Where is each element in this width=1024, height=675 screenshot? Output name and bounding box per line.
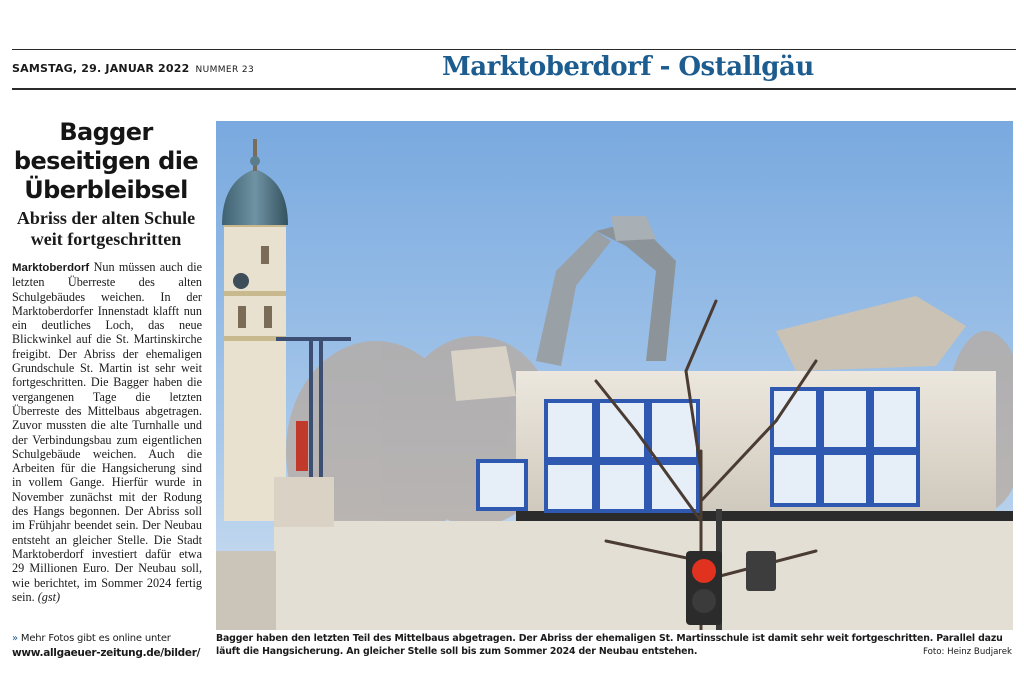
article-photo (216, 121, 1013, 630)
article-dateline: Marktoberdorf (12, 262, 90, 274)
article-text: Nun müssen auch die letzten Überreste des alten Schulgebäudes weichen. In der Marktoberdorfer Innenstadt klafft nun ein deutliches Loch, das neue Blickwinkel auf die St. Martinskirche freigibt. Der Abriss der ehemaligen Grundschule St. Martin ist sehr weit fortgeschritten. Die Bagger haben die vergangenen Tage die letzten Überreste des Mittelbaus abgetragen. Zuvor mussten die alte Turnhalle und der Verbindungsbau zum eigentlichen Schulgebäude weichen. Auch die Arbeiten für die Hangsicherung sind in vollem Gange. Hierfür wurde in November zunächst mit der Rodung des Hangs begonnen. Der Abriss soll im Frühjahr beendet sein. Der Neubau entsteht an gleicher Stelle. Die Stadt Marktoberdorf investiert dafür etwa 29 Millionen Euro. Der Neubau soll, wie berichtet, im Sommer 2024 fertig sein. (12, 260, 203, 604)
date-text: SAMSTAG, 29. JANUAR 2022 (12, 62, 190, 75)
more-photos-note (12, 632, 208, 661)
rig-red-part (296, 421, 308, 471)
photo-caption: Bagger haben den letzten Teil des Mittelbaus abgetragen. Der Abriss der ehemaligen St. Martinsschule ist damit sehr weit fortgeschritten. Parallel dazu läuft die Hangsicherung. An gleicher Stelle soll bis zum Sommer 2024 der Neubau entstehen. (216, 633, 1003, 658)
slab-chunk (451, 346, 516, 401)
more-photos-link[interactable]: www.allgaeuer-zeitung.de/bilder/ (12, 647, 201, 659)
top-rule (12, 49, 1016, 50)
issue-date (12, 62, 254, 75)
section-title: Marktoberdorf - Ostallgäu (442, 52, 814, 82)
article-subheadline: Abriss der alten Schule weit fortgeschritten (16, 208, 196, 249)
article-body (12, 260, 202, 604)
issue-number: NUMMER 23 (195, 65, 255, 75)
header-rule (12, 88, 1016, 90)
arrow-icon: » (12, 633, 18, 644)
article-headline: Bagger beseitigen die Überbleibsel (13, 118, 199, 204)
article-author: (gst) (37, 589, 61, 604)
more-photos-text: Mehr Fotos gibt es online unter (20, 633, 171, 644)
photo-credit: Foto: Heinz Budjarek (922, 647, 1012, 657)
church-tower (222, 139, 288, 521)
lower-wall (216, 551, 276, 630)
